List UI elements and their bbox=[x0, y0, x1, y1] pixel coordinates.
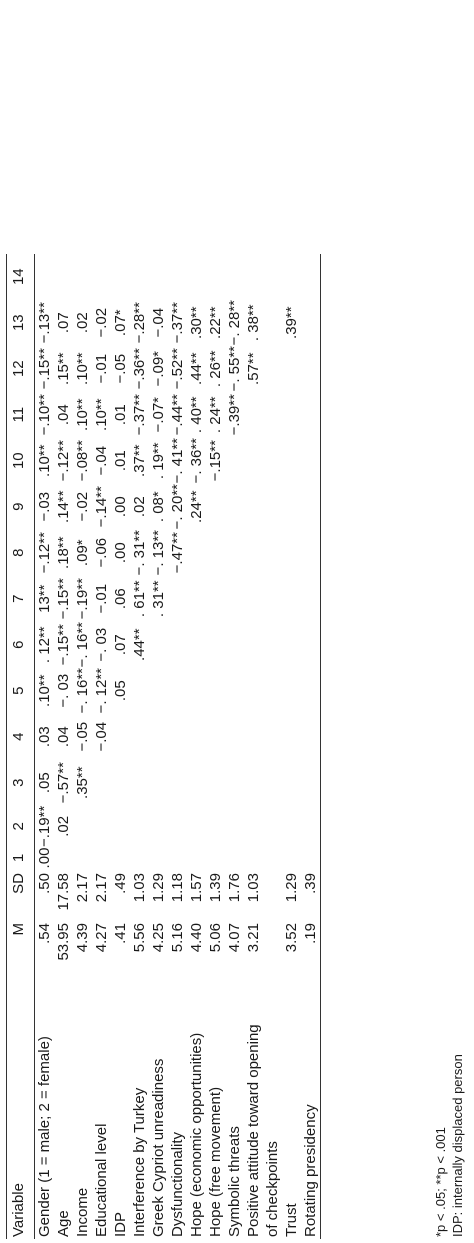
correlation-cell: .02 bbox=[131, 496, 148, 518]
correlation-cell bbox=[301, 392, 321, 438]
correlation-cell bbox=[111, 847, 130, 869]
col-header-1: 1 bbox=[10, 853, 27, 863]
correlation-cell: −.44** bbox=[169, 394, 186, 436]
sd-value: 17.58 bbox=[55, 873, 72, 911]
correlation-cell: .07 bbox=[55, 312, 72, 334]
correlation-cell bbox=[73, 847, 92, 869]
correlation-cell: . 61** bbox=[131, 580, 148, 618]
correlation-cell bbox=[225, 806, 244, 847]
mean-value: 4.07 bbox=[226, 923, 243, 953]
correlation-cell: −. 16** bbox=[74, 621, 91, 668]
mean-value: .41 bbox=[112, 923, 129, 944]
correlation-cell: .00 bbox=[36, 847, 53, 869]
correlation-cell bbox=[168, 622, 187, 668]
sd-value: 1.29 bbox=[150, 873, 167, 903]
correlation-cell: −.07* bbox=[150, 396, 167, 433]
table-row bbox=[282, 254, 301, 1239]
correlation-cell: −.57** bbox=[55, 762, 72, 804]
correlation-cell bbox=[263, 714, 282, 760]
mean-value: 53.95 bbox=[55, 923, 72, 961]
correlation-cell bbox=[282, 392, 301, 438]
table-row bbox=[225, 254, 244, 1239]
col-header-7: 7 bbox=[10, 594, 27, 603]
correlation-cell bbox=[206, 760, 225, 806]
correlation-cell bbox=[282, 530, 301, 576]
correlation-cell: .04 bbox=[55, 404, 72, 426]
variable-label: Hope (free movement) bbox=[207, 1086, 224, 1237]
correlation-cell bbox=[225, 484, 244, 530]
correlation-cell: .01 bbox=[112, 450, 129, 472]
correlation-cell bbox=[263, 254, 282, 300]
correlation-cell bbox=[225, 530, 244, 576]
correlation-cell: .03 bbox=[36, 726, 53, 748]
correlation-cell bbox=[263, 622, 282, 668]
table-row bbox=[35, 254, 55, 1239]
correlation-cell bbox=[225, 760, 244, 806]
col-header-variable: Variable bbox=[10, 1183, 27, 1237]
mean-value: .54 bbox=[36, 923, 53, 944]
correlation-cell bbox=[130, 806, 149, 847]
correlation-cell bbox=[282, 438, 301, 484]
correlation-cell bbox=[301, 484, 321, 530]
mean-value bbox=[263, 919, 282, 969]
correlation-cell bbox=[244, 622, 263, 668]
correlation-cell bbox=[187, 714, 206, 760]
correlation-cell bbox=[130, 847, 149, 869]
correlation-cell bbox=[111, 714, 130, 760]
correlation-cell bbox=[244, 668, 263, 714]
correlation-cell bbox=[263, 760, 282, 806]
correlation-cell bbox=[187, 622, 206, 668]
correlation-cell bbox=[130, 714, 149, 760]
variable-label: of checkpoints bbox=[264, 1141, 281, 1237]
correlation-cell: .06 bbox=[112, 588, 129, 610]
correlation-cell: −. 28** bbox=[226, 299, 243, 346]
correlation-cell bbox=[187, 530, 206, 576]
table-row bbox=[130, 254, 149, 1239]
correlation-cell: .09* bbox=[74, 539, 91, 567]
correlation-cell: −.37** bbox=[131, 394, 148, 436]
correlation-cell bbox=[111, 254, 130, 300]
correlation-cell: −.15** bbox=[36, 348, 53, 390]
correlation-cell bbox=[35, 254, 55, 300]
correlation-cell bbox=[206, 484, 225, 530]
correlation-cell: .10** bbox=[74, 398, 91, 431]
correlation-cell bbox=[92, 847, 111, 869]
table-row bbox=[263, 254, 282, 1239]
correlation-cell: −.19** bbox=[36, 805, 53, 847]
mean-value: 4.39 bbox=[74, 923, 91, 953]
correlation-cell bbox=[244, 714, 263, 760]
correlation-cell: .02 bbox=[74, 312, 91, 334]
col-header-10: 10 bbox=[10, 452, 27, 470]
correlation-cell: .39** bbox=[283, 306, 300, 339]
table-row bbox=[73, 254, 92, 1239]
correlation-cell: −.12** bbox=[36, 532, 53, 574]
correlation-cell: . 40** bbox=[188, 396, 205, 434]
correlation-cell: −. 03 bbox=[93, 627, 110, 662]
correlation-cell bbox=[149, 847, 168, 869]
correlation-cell: −.13** bbox=[36, 302, 53, 344]
correlation-cell bbox=[282, 714, 301, 760]
correlation-cell bbox=[149, 806, 168, 847]
mean-value: 3.21 bbox=[245, 923, 262, 953]
correlation-cell: . 38** bbox=[245, 304, 262, 342]
correlation-cell: −. 12** bbox=[93, 667, 110, 714]
table-row bbox=[54, 254, 73, 1239]
correlation-cell: .44** bbox=[188, 352, 205, 385]
correlation-cell: .18** bbox=[55, 536, 72, 569]
correlation-cell bbox=[282, 847, 301, 869]
variable-label: Rotating presidency bbox=[302, 1104, 319, 1237]
correlation-cell bbox=[263, 530, 282, 576]
variable-label: Gender (1 = male; 2 = female) bbox=[36, 1036, 53, 1237]
correlation-cell bbox=[149, 760, 168, 806]
correlation-cell bbox=[301, 806, 321, 847]
correlation-cell bbox=[301, 847, 321, 869]
correlation-cell bbox=[92, 760, 111, 806]
variable-label: IDP bbox=[112, 1211, 129, 1237]
correlation-cell bbox=[130, 668, 149, 714]
correlation-cell bbox=[168, 668, 187, 714]
correlation-cell bbox=[282, 576, 301, 622]
correlation-cell: −.04 bbox=[93, 445, 110, 476]
correlation-cell: −.37** bbox=[169, 302, 186, 344]
table-row bbox=[187, 254, 206, 1239]
correlation-cell bbox=[263, 847, 282, 869]
correlation-cell bbox=[130, 254, 149, 300]
sd-value bbox=[263, 869, 282, 919]
correlation-cell bbox=[225, 714, 244, 760]
correlation-cell bbox=[54, 254, 73, 300]
correlation-cell: −.15** bbox=[55, 624, 72, 666]
correlation-cell: −.28** bbox=[131, 302, 148, 344]
correlation-cell: −.04 bbox=[150, 307, 167, 338]
correlation-cell: −. 16** bbox=[74, 667, 91, 714]
correlation-cell bbox=[301, 438, 321, 484]
correlation-cell: .24** bbox=[188, 490, 205, 523]
correlation-cell: −. 36** bbox=[188, 437, 205, 484]
correlation-cell: −.02 bbox=[93, 307, 110, 338]
col-header-4: 4 bbox=[10, 732, 27, 741]
col-header-5: 5 bbox=[10, 686, 27, 695]
correlation-cell: −.19** bbox=[74, 578, 91, 620]
sd-value: 1.03 bbox=[131, 873, 148, 903]
sd-value: 1.18 bbox=[169, 873, 186, 903]
correlation-cell bbox=[301, 760, 321, 806]
correlation-cell: −.08** bbox=[74, 440, 91, 482]
correlation-cell bbox=[73, 254, 92, 300]
correlation-cell: .07* bbox=[112, 309, 129, 337]
correlation-cell bbox=[263, 346, 282, 392]
table-row bbox=[92, 254, 111, 1239]
correlation-cell: −. 20** bbox=[169, 483, 186, 530]
correlation-cell: . 24** bbox=[207, 396, 224, 434]
table-row bbox=[111, 254, 130, 1239]
correlation-cell bbox=[282, 806, 301, 847]
variable-label: Interference by Turkey bbox=[131, 1087, 148, 1237]
correlation-cell bbox=[168, 254, 187, 300]
correlation-cell bbox=[282, 484, 301, 530]
sd-value: 1.57 bbox=[188, 873, 205, 903]
correlation-cell bbox=[225, 438, 244, 484]
col-header-m: M bbox=[10, 923, 27, 936]
correlation-cell bbox=[263, 576, 282, 622]
mean-value: 4.40 bbox=[188, 923, 205, 953]
significance-note: *p < .05; **p < .001 bbox=[433, 1127, 448, 1237]
correlation-cell bbox=[282, 622, 301, 668]
correlation-cell bbox=[301, 254, 321, 300]
correlation-cell: −. 13** bbox=[150, 529, 167, 576]
correlation-cell: .15** bbox=[55, 352, 72, 385]
correlation-cell: −.39** bbox=[226, 394, 243, 436]
correlation-cell bbox=[187, 576, 206, 622]
correlation-cell: .44** bbox=[131, 628, 148, 661]
correlation-cell: .00 bbox=[112, 496, 129, 518]
correlation-cell bbox=[282, 760, 301, 806]
correlation-cell bbox=[244, 847, 263, 869]
correlation-cell bbox=[206, 254, 225, 300]
mean-value: .19 bbox=[302, 923, 319, 944]
correlation-cell bbox=[206, 576, 225, 622]
correlation-cell bbox=[244, 530, 263, 576]
correlation-cell bbox=[168, 714, 187, 760]
correlation-cell: −.36** bbox=[131, 348, 148, 390]
correlation-cell: .05 bbox=[36, 772, 53, 794]
correlation-cell: −. 31** bbox=[131, 529, 148, 576]
correlation-cell bbox=[149, 622, 168, 668]
correlation-cell: .02 bbox=[55, 815, 72, 837]
col-header-9: 9 bbox=[10, 502, 27, 511]
correlation-cell bbox=[301, 530, 321, 576]
correlation-cell: . 08* bbox=[150, 491, 167, 523]
correlation-cell bbox=[301, 714, 321, 760]
correlation-cell bbox=[225, 622, 244, 668]
correlation-cell: .10** bbox=[36, 444, 53, 477]
correlation-cell bbox=[301, 346, 321, 392]
table-row bbox=[168, 254, 187, 1239]
sd-value: 1.03 bbox=[245, 873, 262, 903]
correlation-cell bbox=[225, 254, 244, 300]
correlation-cell bbox=[244, 806, 263, 847]
correlation-cell bbox=[244, 576, 263, 622]
correlation-cell bbox=[263, 668, 282, 714]
correlation-cell: .00 bbox=[112, 542, 129, 564]
correlation-cell: . 19** bbox=[150, 442, 167, 480]
correlation-cell bbox=[282, 346, 301, 392]
correlation-cell bbox=[244, 438, 263, 484]
table-notes bbox=[432, 1054, 466, 1237]
correlation-cell: −. 03 bbox=[55, 673, 72, 708]
sd-value: .39 bbox=[302, 873, 319, 894]
correlation-cell bbox=[206, 806, 225, 847]
correlation-cell: −.01 bbox=[93, 583, 110, 614]
correlation-cell bbox=[263, 392, 282, 438]
correlation-cell: −.15** bbox=[55, 578, 72, 620]
sd-value: 2.17 bbox=[74, 873, 91, 903]
correlation-cell: −. 55** bbox=[226, 345, 243, 392]
correlation-cell bbox=[92, 806, 111, 847]
correlation-cell bbox=[244, 392, 263, 438]
variable-label: Symbolic threats bbox=[226, 1126, 243, 1237]
table-body bbox=[35, 254, 321, 1239]
correlation-cell bbox=[92, 254, 111, 300]
correlation-cell bbox=[187, 806, 206, 847]
correlation-cell: .10** bbox=[93, 398, 110, 431]
correlation-cell bbox=[206, 530, 225, 576]
correlation-cell: −.03 bbox=[36, 491, 53, 522]
correlation-cell bbox=[225, 576, 244, 622]
table-row bbox=[244, 254, 263, 1239]
mean-value: 4.25 bbox=[150, 923, 167, 953]
correlation-cell bbox=[206, 622, 225, 668]
correlation-cell: .35** bbox=[74, 766, 91, 799]
correlation-cell bbox=[149, 714, 168, 760]
correlation-cell bbox=[263, 300, 282, 346]
col-header-11: 11 bbox=[10, 406, 27, 423]
mean-value: 5.06 bbox=[207, 923, 224, 953]
correlation-cell bbox=[244, 484, 263, 530]
correlation-cell bbox=[301, 622, 321, 668]
correlation-cell bbox=[225, 847, 244, 869]
mean-value: 5.56 bbox=[131, 923, 148, 953]
correlation-cell: −.05 bbox=[74, 721, 91, 752]
col-header-2: 2 bbox=[10, 822, 27, 831]
correlation-cell bbox=[301, 300, 321, 346]
correlation-cell bbox=[187, 668, 206, 714]
correlation-cell: .37** bbox=[131, 444, 148, 477]
correlation-cell bbox=[206, 714, 225, 760]
correlation-cell: −.47** bbox=[169, 532, 186, 574]
correlation-cell: .10** bbox=[36, 674, 53, 707]
correlation-cell: −.02 bbox=[74, 491, 91, 522]
correlation-cell bbox=[263, 438, 282, 484]
table-row bbox=[149, 254, 168, 1239]
sd-value: 1.29 bbox=[283, 873, 300, 903]
correlation-cell bbox=[301, 668, 321, 714]
correlation-cell bbox=[301, 576, 321, 622]
variable-label: Hope (economic opportunities) bbox=[188, 1032, 205, 1237]
correlation-cell: −.04 bbox=[93, 721, 110, 752]
correlation-cell: −.14** bbox=[93, 486, 110, 528]
correlation-cell bbox=[149, 254, 168, 300]
mean-value: 3.52 bbox=[283, 923, 300, 953]
col-header-12: 12 bbox=[10, 360, 27, 378]
correlation-cell: −.05 bbox=[112, 353, 129, 384]
sd-value: .50 bbox=[36, 873, 53, 894]
variable-label: Greek Cypriot unreadiness bbox=[150, 1058, 167, 1237]
variable-label: Educational level bbox=[93, 1123, 110, 1237]
correlation-cell: .07 bbox=[112, 634, 129, 656]
correlation-cell bbox=[187, 847, 206, 869]
col-header-14: 14 bbox=[10, 268, 27, 286]
correlation-cell bbox=[130, 760, 149, 806]
correlation-cell: −.01 bbox=[93, 353, 110, 384]
sd-value: .49 bbox=[112, 873, 129, 894]
variable-label: Age bbox=[55, 1210, 72, 1237]
col-header-8: 8 bbox=[10, 548, 27, 557]
correlation-cell: . 31** bbox=[150, 580, 167, 618]
correlation-cell bbox=[54, 847, 73, 869]
correlation-cell bbox=[168, 847, 187, 869]
correlation-cell: .22** bbox=[207, 306, 224, 339]
col-header-3: 3 bbox=[10, 778, 27, 787]
correlation-cell: −. 41** bbox=[169, 437, 186, 484]
mean-value: 5.16 bbox=[169, 923, 186, 953]
variable-label: Positive attitude toward opening bbox=[245, 1024, 262, 1237]
correlation-cell bbox=[149, 668, 168, 714]
correlation-cell bbox=[206, 668, 225, 714]
correlation-cell: .10** bbox=[74, 352, 91, 385]
correlation-cell: −.06 bbox=[93, 537, 110, 568]
correlation-cell bbox=[73, 806, 92, 847]
correlation-cell bbox=[111, 760, 130, 806]
correlation-cell bbox=[263, 484, 282, 530]
variable-label: Dysfunctionality bbox=[169, 1131, 186, 1237]
correlation-cell: −.15** bbox=[207, 440, 224, 482]
correlation-table bbox=[6, 254, 321, 1239]
correlation-cell bbox=[168, 760, 187, 806]
correlation-cell bbox=[111, 806, 130, 847]
correlation-cell bbox=[282, 254, 301, 300]
correlation-cell bbox=[187, 760, 206, 806]
table-row bbox=[206, 254, 225, 1239]
correlation-cell bbox=[282, 668, 301, 714]
correlation-cell bbox=[244, 254, 263, 300]
col-header-sd: SD bbox=[10, 873, 27, 894]
variable-label: Trust bbox=[283, 1203, 300, 1237]
idp-note: IDP: internally displaced person bbox=[450, 1054, 465, 1237]
correlation-cell bbox=[187, 254, 206, 300]
correlation-cell: .14** bbox=[55, 490, 72, 523]
mean-value: 4.27 bbox=[93, 923, 110, 953]
sd-value: 1.76 bbox=[226, 873, 243, 903]
correlation-cell bbox=[206, 847, 225, 869]
correlation-cell: −.12** bbox=[55, 440, 72, 482]
correlation-cell: .04 bbox=[55, 726, 72, 748]
table-row bbox=[301, 254, 321, 1239]
variable-label: Income bbox=[74, 1187, 91, 1237]
correlation-cell: −.10** bbox=[36, 394, 53, 436]
correlation-cell: .57** bbox=[245, 352, 262, 385]
correlation-cell: .01 bbox=[112, 404, 129, 426]
correlation-cell bbox=[168, 576, 187, 622]
correlation-cell bbox=[168, 806, 187, 847]
table-header-row bbox=[7, 254, 35, 1239]
correlation-cell bbox=[225, 668, 244, 714]
sd-value: 2.17 bbox=[93, 873, 110, 903]
col-header-6: 6 bbox=[10, 640, 27, 649]
sd-value: 1.39 bbox=[207, 873, 224, 903]
correlation-cell: . 12** bbox=[36, 626, 53, 664]
correlation-cell bbox=[244, 760, 263, 806]
col-header-13: 13 bbox=[10, 314, 27, 332]
correlation-cell: . 26** bbox=[207, 350, 224, 388]
correlation-cell: 13** bbox=[36, 584, 53, 613]
correlation-cell: .05 bbox=[112, 680, 129, 702]
correlation-cell: −.09* bbox=[150, 350, 167, 387]
correlation-cell bbox=[263, 806, 282, 847]
correlation-cell: .30** bbox=[188, 306, 205, 339]
correlation-cell: −.52** bbox=[169, 348, 186, 390]
